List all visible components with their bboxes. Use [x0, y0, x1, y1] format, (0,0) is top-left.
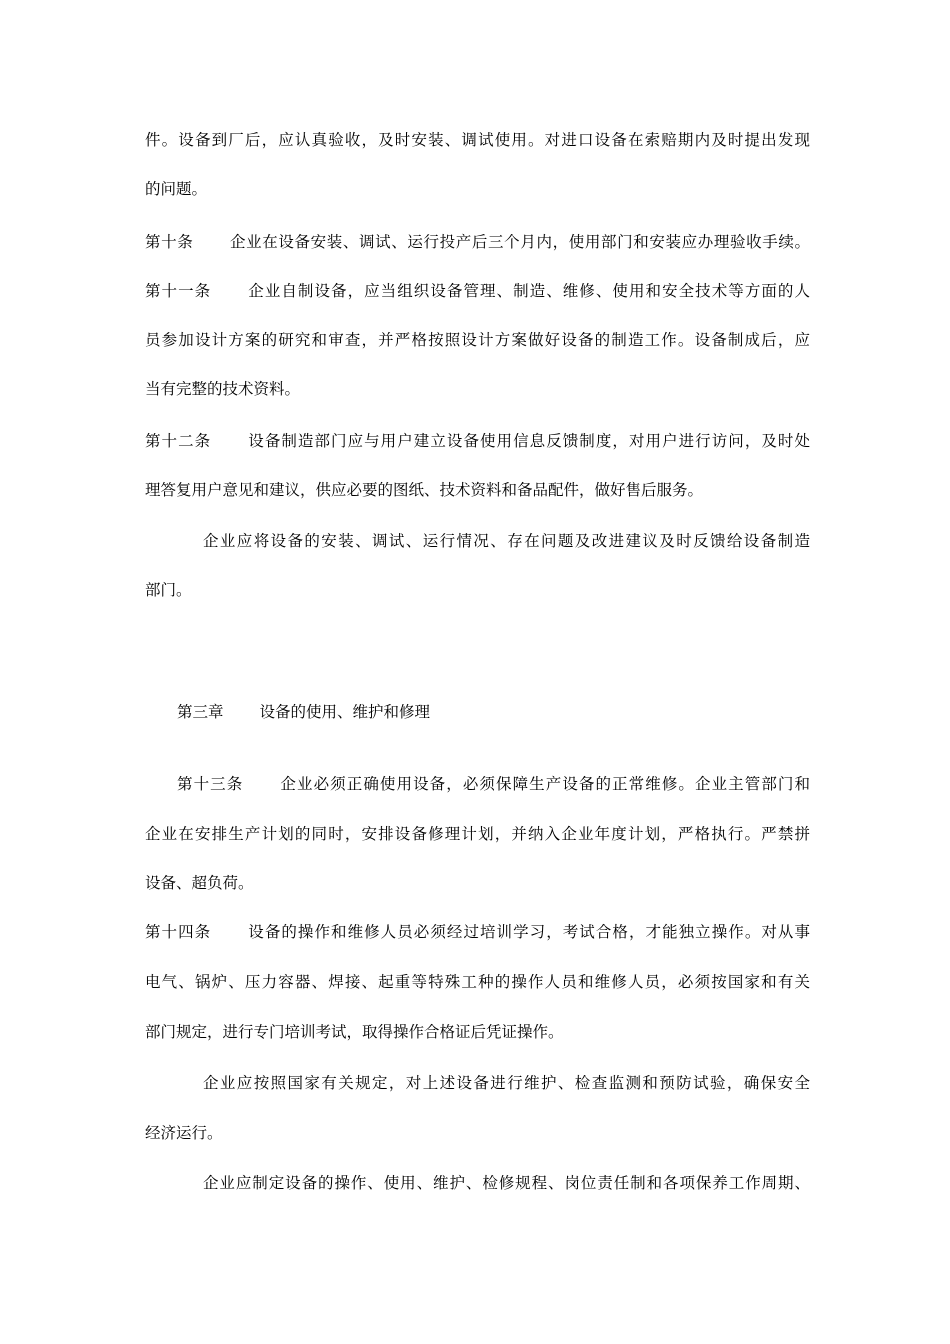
article-text: 企业在设备安装、调试、运行投产后三个月内，使用部门和安装应办理验收手续。 — [229, 233, 810, 251]
text-line: 企业在安排生产计划的同时，安排设备修理计划，并纳入企业年度计划，严格执行。严禁拼 — [145, 825, 810, 843]
article-text: 企业自制设备，应当组织设备管理、制造、维修、使用和安全技术等方面的人 — [247, 282, 810, 300]
paragraph-line: 企业应制定设备的操作、使用、维护、检修规程、岗位责任制和各项保养工作周期、 — [203, 1174, 810, 1192]
text-line: 员参加设计方案的研究和审查，并严格按照设计方案做好设备的制造工作。设备制成后，应 — [145, 331, 810, 349]
article-label: 第十一条 — [145, 282, 212, 300]
text-line: 理答复用户意见和建议，供应必要的图纸、技术资料和备品配件，做好售后服务。 — [145, 481, 704, 499]
text-line: 电气、锅炉、压力容器、焊接、起重等特殊工种的操作人员和维修人员，必须按国家和有关 — [145, 973, 810, 991]
chapter-title: 设备的使用、维护和修理 — [259, 703, 431, 721]
article-text: 设备的操作和维修人员必须经过培训学习，考试合格，才能独立操作。对从事 — [247, 923, 810, 941]
article-label: 第十条 — [145, 233, 194, 251]
text-line: 部门规定，进行专门培训考试，取得操作合格证后凭证操作。 — [145, 1023, 564, 1041]
text-line: 件。设备到厂后，应认真验收，及时安装、调试使用。对进口设备在索赔期内及时提出发现 — [145, 131, 810, 149]
article-13 — [145, 774, 810, 794]
article-12 — [145, 431, 810, 451]
text-line: 设备、超负荷。 — [145, 874, 254, 892]
paragraph-line: 企业应按照国家有关规定，对上述设备进行维护、检查监测和预防试验，确保安全 — [203, 1074, 810, 1092]
chapter-label: 第三章 — [177, 703, 224, 721]
text-line: 的问题。 — [145, 180, 208, 198]
text-line: 当有完整的技术资料。 — [145, 380, 301, 398]
text-line: 部门。 — [145, 581, 192, 599]
article-text: 设备制造部门应与用户建立设备使用信息反馈制度，对用户进行访问，及时处 — [247, 432, 810, 450]
chapter-3-heading — [145, 702, 810, 722]
article-label: 第十二条 — [145, 432, 212, 450]
article-label: 第十三条 — [177, 775, 244, 793]
article-text: 企业必须正确使用设备，必须保障生产设备的正常维修。企业主管部门和 — [279, 775, 810, 793]
article-11 — [145, 281, 810, 301]
text-line: 经济运行。 — [145, 1124, 223, 1142]
article-label: 第十四条 — [145, 923, 212, 941]
article-10 — [145, 232, 810, 252]
article-14 — [145, 922, 810, 942]
paragraph-line: 企业应将设备的安装、调试、运行情况、存在问题及改进建议及时反馈给设备制造 — [203, 532, 810, 550]
